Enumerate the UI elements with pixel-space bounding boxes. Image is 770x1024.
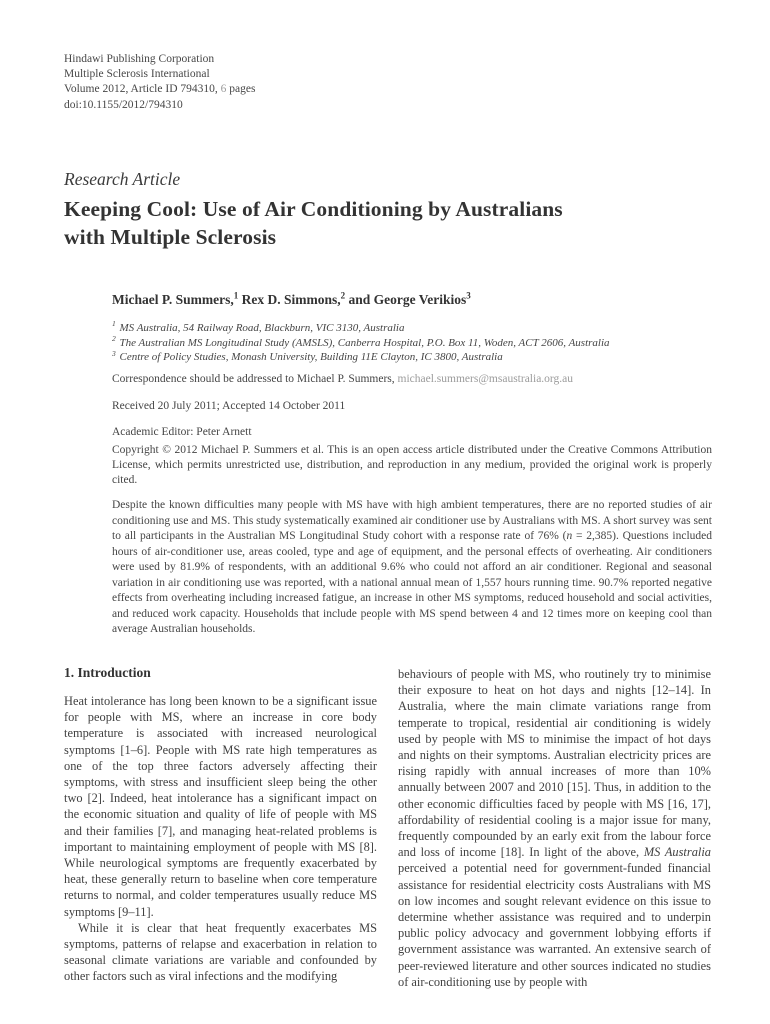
pages-suffix: pages xyxy=(226,83,256,96)
affiliation-1-text: MS Australia, 54 Railway Road, Blackburn, VIC 3130, Australia xyxy=(116,322,405,334)
author-2: Rex D. Simmons, xyxy=(238,292,341,307)
volume-text: Volume 2012, Article ID 794310, xyxy=(64,83,221,96)
volume-line xyxy=(64,82,255,97)
affiliation-3 xyxy=(112,350,610,365)
affiliation-1 xyxy=(112,321,610,336)
body-column-left xyxy=(64,693,377,985)
academic-editor-line: Academic Editor: Peter Arnett xyxy=(112,426,252,438)
correspondence-email-link[interactable]: michael.summers@msaustralia.org.au xyxy=(397,373,574,385)
correspondence-line xyxy=(112,373,573,385)
author-1-affiliation-mark: 1 xyxy=(233,290,239,301)
affiliation-1-mark: 1 xyxy=(112,319,116,329)
pages-count-link[interactable]: 6 xyxy=(220,83,227,96)
affiliations-block xyxy=(112,321,610,365)
correspondence-text: Correspondence should be addressed to Michael P. Summers, xyxy=(112,373,398,385)
copyright-notice: Copyright © 2012 Michael P. Summers et al. This is an open access article distributed under the Creative Commons Attribution License, which permits unrestricted use, distribution, and reproduction in any medium, provided the original work is properly cited. xyxy=(112,444,712,487)
intro-paragraph-3-text-1: behaviours of people with MS, who routinely try to minimise their exposure to heat on hot days and nights [12–14]. In Australia, where the main climate variations range from temperate to tropical, residential air conditioning is widely used by people with MS to minimise the impact of hot days and nights on their symptoms. Australian electricity prices are rising rapidly with annual increases of more than 10% annually between 2007 and 2010 [15]. Thus, in addition to the other economic difficulties faced by people with MS [16, 17], affordability of residential cooling is a major issue for many, frequently compounded by an early exit from the labour force and loss of income [18]. In light of the above, xyxy=(398,667,711,860)
abstract-text-2: = 2,385). Questions included hours of air-conditioner use, areas cooled, type and age of equipment, and the personal effects of overheating. Air conditioners were used by 81.9% of respondents, with an additional 9.6% who could not afford an air conditioner. Regional and seasonal variation in air conditioning use was reported, with a national annual mean of 1,557 hours running time. 90.7% reported negative effects from overheating including increased fatigue, an increase in other MS symptoms, reduced household and social activities, and reduced work capacity. Households that include people with MS spend between 4 and 12 times more on keeping cool than average Australian households. xyxy=(112,530,712,635)
author-3-affiliation-mark: 3 xyxy=(466,290,471,301)
affiliation-3-mark: 3 xyxy=(112,348,116,358)
received-accepted-line: Received 20 July 2011; Accepted 14 October 2011 xyxy=(112,400,346,412)
affiliation-2 xyxy=(112,333,610,351)
author-3: and George Verikios xyxy=(345,292,467,307)
body-column-right xyxy=(398,666,711,990)
intro-paragraph-2: While it is clear that heat frequently exacerbates MS symptoms, patterns of relapse and exacerbation in relation to seasonal climate variations are variable and confounded by other factors such as viral infections and the modifying xyxy=(64,920,377,984)
author-2-affiliation-mark: 2 xyxy=(340,290,346,301)
publisher-header xyxy=(64,52,255,113)
doi-line: doi:10.1155/2012/794310 xyxy=(64,98,183,111)
authors-line xyxy=(112,292,471,308)
ms-australia-italic: MS Australia xyxy=(643,845,711,860)
intro-paragraph-1: Heat intolerance has long been known to be a significant issue for people with MS, where an increase in core body temperature is associated with increased neurological symptoms [1–6]. People with MS rate high temperatures as one of the top three factors adversely affecting their symptoms, with stress and insufficient sleep being the other two [2]. Indeed, heat intolerance has a significant impact on the economic situation and quality of life of people with MS and their families [7], and managing heat-related problems is important to maintaining employment of people with MS [8]. While neurological symptoms are frequently exacerbated by heat, these generally return to baseline when core temperature returns to normal, and colder temperatures usually reduce MS symptoms [9–11]. xyxy=(64,694,377,919)
affiliation-3-text: Centre of Policy Studies, Monash University, Building 11E Clayton, IC 3800, Australia xyxy=(116,351,503,364)
intro-paragraph-3 xyxy=(398,666,711,990)
abstract-paragraph xyxy=(112,498,712,638)
affiliation-2-mark: 2 xyxy=(112,333,116,343)
abstract-text-1: Despite the known difficulties many people with MS have with high ambient temperatures, there are no reported studies of air conditioning use and MS. This study systematically examined air conditioner use by Australians with MS. A short survey was sent to all participants in the Australian MS Longitudinal Study cohort with a response rate of 76% ( xyxy=(112,499,712,542)
journal-name: Multiple Sclerosis International xyxy=(64,68,210,81)
publisher-name: Hindawi Publishing Corporation xyxy=(64,53,215,65)
article-title: Keeping Cool: Use of Air Conditioning by Australians with Multiple Sclerosis xyxy=(64,197,563,249)
abstract-n-variable: n xyxy=(566,530,573,542)
section-heading-introduction: 1. Introduction xyxy=(64,665,151,680)
author-1: Michael P. Summers, xyxy=(112,292,234,307)
affiliation-2-text: The Australian MS Longitudinal Study (AMSLS), Canberra Hospital, P.O. Box 11, Woden, ACT 2606, Australia xyxy=(116,336,610,349)
article-type-label: Research Article xyxy=(64,169,181,189)
intro-paragraph-3-text-2: perceived a potential need for government-funded financial assistance for residential electricity costs Australians with MS on low incomes and sought relevant evidence on this issue to determine whether assistance was required and to underpin public policy advocacy and government lobbying efforts if government assistance was warranted. An extensive search of peer-reviewed literature and other sources indicated no studies of air-conditioning use by people with xyxy=(398,861,711,989)
